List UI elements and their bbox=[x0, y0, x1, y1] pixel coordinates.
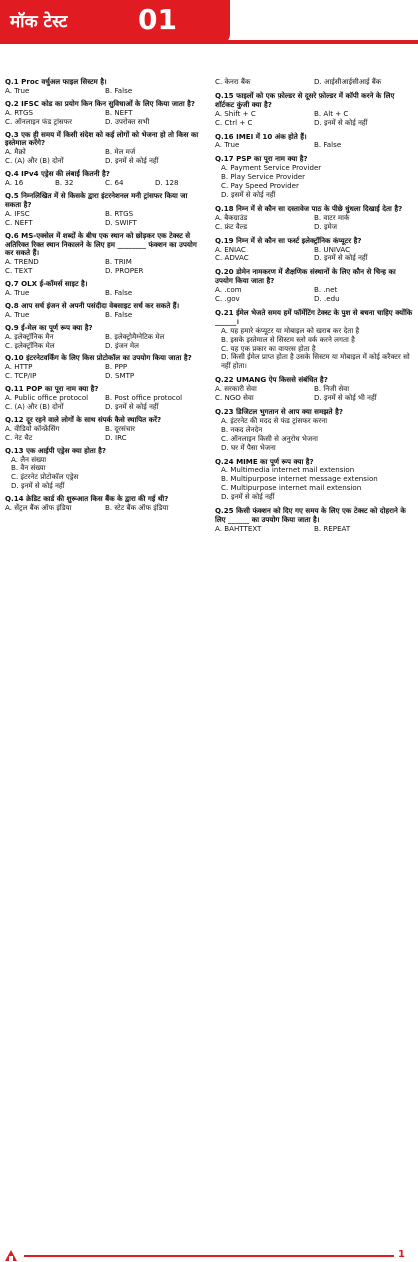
option-list bbox=[215, 164, 413, 200]
answer-option: A. True bbox=[5, 288, 30, 298]
answer-option: B. Alt + C bbox=[314, 108, 349, 118]
question-text: Q.2 IFSC कोड का प्रयोग किन किन सुविधाओं के लिए किया जाता है? bbox=[5, 98, 196, 108]
question-text: Q.18 निम्न में से कौन सा दस्तावेज पाठ के पीछे धुंधला दिखाई देता है? bbox=[215, 203, 403, 213]
answer-option: C. Multipurpose internet mail extension bbox=[221, 483, 362, 493]
question-block bbox=[5, 354, 205, 381]
question-text: Q.21 ईमेल भेजते समय हमें फॉर्मेटिंग टेक्स्ट के पुश से बचना चाहिए क्योंकि ______। bbox=[215, 307, 413, 326]
question-block bbox=[5, 280, 205, 298]
option-list bbox=[5, 333, 205, 351]
question-block bbox=[5, 170, 205, 188]
answer-option: D. इमेज bbox=[314, 221, 337, 231]
question-text: Q.4 IPv4 एड्रेस की लंबाई कितनी है? bbox=[5, 169, 110, 179]
answer-option: A. सेंट्रल बैंक ऑफ इंडिया bbox=[5, 503, 72, 513]
answer-option: D. इंजन मेल bbox=[105, 340, 139, 350]
answer-option: A. बैकग्राउंड bbox=[215, 212, 248, 222]
question-block bbox=[215, 78, 413, 87]
question-block bbox=[215, 205, 413, 232]
question-text: Q.19 निम्न में से कौन सा फर्स्ट इलेक्ट्रॉनिक कंप्यूटर है? bbox=[215, 235, 362, 245]
option-list bbox=[5, 311, 205, 320]
question-text: Q.12 दूर रहने वाले लोगों के साथ संपर्क कैसे स्थापित करें? bbox=[5, 414, 162, 424]
answer-option: A. True bbox=[5, 85, 30, 95]
option-list bbox=[5, 109, 205, 127]
page-title: मॉक टेस्ट bbox=[10, 12, 68, 32]
answer-option: A. .com bbox=[215, 285, 242, 295]
answer-option: C. TEXT bbox=[5, 266, 33, 276]
option-list bbox=[215, 246, 413, 264]
option-list bbox=[215, 466, 413, 502]
question-block bbox=[215, 408, 413, 453]
question-block bbox=[215, 458, 413, 503]
answer-option: B. Multipurpose internet message extension bbox=[221, 474, 378, 484]
question-text: Q.14 क्रेडिट कार्ड की शुरूआत किस बैंक के द्वारा की गई थी? bbox=[5, 494, 169, 504]
option-list bbox=[215, 141, 413, 150]
answer-option: B. वैन संख्या bbox=[11, 463, 46, 473]
answer-option: B. Post office protocol bbox=[105, 393, 183, 403]
answer-option: C. TCP/IP bbox=[5, 371, 37, 381]
question-text: Q.20 डोमेन नामकरण में शैक्षणिक संस्थानों के लिए कौन से चिन्ह का उपयोग किया जाता है? bbox=[215, 267, 396, 286]
page-footer bbox=[0, 624, 418, 1260]
answer-option: D. इनमें से कोई नहीं bbox=[105, 156, 159, 166]
question-text: Q.1 Proc वर्चुअल फाइल सिस्टम है। bbox=[5, 77, 107, 86]
question-block bbox=[5, 131, 205, 167]
option-list bbox=[215, 286, 413, 304]
question-text: Q.5 निम्नलिखित में से किसके द्वारा इंटरनेशनल मनी ट्रांसफर किया जा सकता है? bbox=[5, 190, 188, 209]
answer-option: D. इनमें से कोई नहीं bbox=[105, 402, 159, 411]
question-text: Q.23 डिजिटल भुगतान से आप क्या समझते है? bbox=[215, 407, 343, 416]
answer-option: B. .net bbox=[314, 285, 338, 295]
answer-option: D. आईसीआईसीआई बैंक bbox=[314, 77, 382, 86]
option-list bbox=[5, 363, 205, 381]
question-block bbox=[5, 447, 205, 492]
header-banner bbox=[0, 0, 418, 44]
answer-option: A. Multimedia internet mail extension bbox=[221, 465, 355, 475]
answer-option: A. सरकारी सेवा bbox=[215, 384, 257, 394]
answer-option: B. इलेक्ट्रोमैग्नेटिक मेल bbox=[105, 331, 165, 341]
question-block bbox=[215, 133, 413, 151]
answer-option: B. False bbox=[105, 309, 133, 319]
question-block bbox=[215, 376, 413, 403]
question-block bbox=[5, 385, 205, 412]
answer-option: C. .gov bbox=[215, 294, 240, 304]
option-list bbox=[5, 87, 205, 96]
question-block bbox=[215, 155, 413, 200]
answer-option: B. False bbox=[105, 85, 133, 95]
footer-divider bbox=[24, 1255, 394, 1257]
option-list bbox=[215, 327, 413, 372]
option-list bbox=[215, 214, 413, 232]
left-question-column bbox=[5, 78, 205, 517]
answer-option: A. 16 bbox=[5, 178, 24, 188]
answer-option: D. SWIFT bbox=[105, 217, 137, 227]
question-block bbox=[215, 309, 413, 371]
answer-option: B. दूरसंचार bbox=[105, 423, 136, 433]
answer-option: B. PPP bbox=[105, 362, 128, 372]
answer-option: A. वीडियो कॉन्फ्रेंसिंग bbox=[5, 423, 60, 433]
answer-option: A. ENIAC bbox=[215, 244, 246, 254]
question-text: Q.8 आप सर्च इंजन से अपनी पसंदीदा वेबसाइट सर्च कर सकते हैं। bbox=[5, 300, 180, 310]
answer-option: B. RTGS bbox=[105, 208, 134, 218]
question-block bbox=[5, 495, 205, 513]
question-block bbox=[215, 92, 413, 128]
answer-option: C. यह एक प्रकार का वायरस होता है bbox=[221, 343, 316, 353]
answer-option: C. (A) और (B) दोनों bbox=[5, 156, 64, 166]
question-text: Q.6 MS-एक्सेल में शब्दों के बीच एक स्थान को छोड़कर एक टेक्स्ट से अतिरिक्त रिक्त स्थान निकालने के लिए हम ________ फंक्शन का उपयोग कर सकते हैं। bbox=[5, 230, 197, 258]
question-block bbox=[5, 324, 205, 351]
option-list bbox=[215, 385, 413, 403]
answer-option: D. इनमें से कोई नहीं bbox=[11, 481, 65, 491]
option-list bbox=[5, 456, 205, 492]
answer-option: D. किसी ईमेल प्राप्त होता है उसके सिस्टम या मोबाइल में कोई करैक्टर सो नहीं होता। bbox=[221, 352, 410, 371]
question-text: Q.22 UMANG ऐप किससे संबंधित है? bbox=[215, 375, 328, 385]
answer-option: D. इनमें से कोई नहीं bbox=[314, 253, 368, 263]
answer-option: A. इंटरनेट की मदद से फंड ट्रांसफर करना bbox=[221, 415, 328, 425]
question-text: Q.13 एक आईपी एड्रेस क्या होता है? bbox=[5, 445, 107, 455]
option-list bbox=[215, 525, 413, 534]
answer-option: A. HTTP bbox=[5, 362, 33, 372]
question-block bbox=[5, 302, 205, 320]
right-question-column bbox=[215, 78, 413, 539]
answer-option: C. Ctrl + C bbox=[215, 117, 253, 127]
answer-option: B. मेल मर्ज bbox=[105, 147, 136, 157]
answer-option: A. Payment Service Provider bbox=[221, 163, 322, 173]
answer-option: C. केनरा बैंक bbox=[215, 77, 251, 86]
answer-option: A. BAHTTEXT bbox=[215, 523, 262, 533]
answer-option: A. Shift + C bbox=[215, 108, 256, 118]
answer-option: A. TREND bbox=[5, 257, 39, 267]
option-list bbox=[215, 110, 413, 128]
question-block bbox=[5, 232, 205, 277]
answer-option: D. उपरोक्त सभी bbox=[105, 116, 150, 126]
answer-option: C. इंटरनेट प्रोटोकॉल एड्रेस bbox=[11, 472, 79, 482]
page-number: 1 bbox=[398, 1249, 405, 1260]
answer-option: A. True bbox=[5, 309, 30, 319]
option-list bbox=[5, 425, 205, 443]
answer-option: C. ADVAC bbox=[215, 253, 249, 263]
option-list bbox=[5, 504, 205, 513]
answer-option: C. इलेक्ट्रॉनिक मेल bbox=[5, 340, 55, 350]
answer-option: C. NEFT bbox=[5, 217, 33, 227]
option-list bbox=[5, 179, 205, 188]
publisher-logo-icon bbox=[4, 1249, 18, 1262]
answer-option: D. SMTP bbox=[105, 371, 135, 381]
answer-option: B. Play Service Provider bbox=[221, 172, 306, 182]
answer-option: B. नकद लेनदेन bbox=[221, 424, 263, 434]
answer-option: B. REPEAT bbox=[314, 523, 351, 533]
option-list bbox=[5, 394, 205, 412]
answer-option: A. RTGS bbox=[5, 107, 33, 117]
answer-option: D. इनमें से कोई नहीं bbox=[221, 492, 275, 502]
answer-option: B. वाटर मार्क bbox=[314, 212, 350, 222]
question-text: Q.11 POP का पूरा नाम क्या है? bbox=[5, 384, 99, 394]
answer-option: C. ऑनलाइन किसी से अनुरोध भेजना bbox=[221, 433, 318, 443]
option-list bbox=[5, 289, 205, 298]
question-text: Q.17 PSP का पूरा नाम क्या है? bbox=[215, 154, 308, 164]
answer-option: C. ऑनलाइन फंड ट्रांसफर bbox=[5, 116, 73, 126]
question-block bbox=[5, 416, 205, 443]
question-text: Q.3 एक ही समय में किसी संदेश को कई लोगों को भेजना हो तो किस का इस्तेमाल करेंगे? bbox=[5, 129, 199, 148]
question-text: Q.15 फाइलों को एक फ़ोल्डर से दूसरे फ़ोल्डर में कॉपी करने के लिए शॉर्टकट कुंजी क्या है? bbox=[215, 90, 395, 109]
option-list bbox=[5, 148, 205, 166]
answer-option: B. False bbox=[314, 140, 342, 150]
answer-option: C. (A) और (B) दोनों bbox=[5, 402, 64, 411]
answer-option: A. मैक्रो bbox=[5, 147, 26, 157]
option-list bbox=[215, 78, 413, 87]
question-text: Q.24 MIME का पूर्ण रूप क्या है? bbox=[215, 456, 314, 466]
question-block bbox=[5, 78, 205, 96]
answer-option: A. यह हमारे कंप्यूटर या मोबाइल को खराब कर देता है bbox=[221, 325, 360, 335]
answer-option: D. IRC bbox=[105, 432, 127, 442]
option-list bbox=[5, 210, 205, 228]
answer-option: C. नेट चैट bbox=[5, 432, 33, 442]
answer-option: A. IFSC bbox=[5, 208, 30, 218]
answer-option: B. UNIVAC bbox=[314, 244, 351, 254]
answer-option: D. .edu bbox=[314, 294, 340, 304]
answer-option: B. 32 bbox=[55, 178, 74, 188]
question-block bbox=[5, 192, 205, 228]
answer-option: D. इनमें से कोई भी नहीं bbox=[314, 393, 377, 403]
option-list bbox=[5, 258, 205, 276]
question-block bbox=[215, 268, 413, 304]
question-text: Q.10 इंटरनेटवर्किंग के लिए किस प्रोटोकॉल का उपयोग किया जाता है? bbox=[5, 353, 192, 363]
answer-option: A. True bbox=[215, 140, 240, 150]
answer-option: D. इनमें से कोई नहीं bbox=[314, 117, 368, 127]
answer-option: B. TRIM bbox=[105, 257, 132, 267]
test-number: 01 bbox=[138, 3, 177, 36]
answer-option: B. इसके इस्तेमाल से सिस्टम स्लो वर्क करने लगता है bbox=[221, 334, 355, 344]
answer-option: D. घर में पैसा भेजना bbox=[221, 442, 276, 452]
answer-option: D. PROPER bbox=[105, 266, 144, 276]
option-list bbox=[215, 417, 413, 453]
answer-option: A. Public office protocol bbox=[5, 393, 89, 403]
question-text: Q.7 OLX ई-कॉमर्स साइट है। bbox=[5, 279, 88, 289]
answer-option: D. इसमें से कोई नहीं bbox=[221, 189, 276, 199]
answer-option: C. NGO सेवा bbox=[215, 393, 254, 403]
answer-option: B. False bbox=[105, 288, 133, 298]
answer-option: D. 128 bbox=[155, 178, 179, 188]
header-red-strip bbox=[0, 40, 418, 44]
answer-option: B. निजी सेवा bbox=[314, 384, 350, 394]
answer-option: C. Pay Speed Provider bbox=[221, 181, 299, 191]
question-text: Q.16 IMEI में 10 अंक होते हैं। bbox=[215, 131, 307, 141]
answer-option: A. इलेक्ट्रॉनिक मैन bbox=[5, 331, 54, 341]
question-text: Q.9 ई-मेल का पूर्ण रूप क्या है? bbox=[5, 322, 93, 332]
answer-option: A. लैन संख्या bbox=[11, 454, 47, 464]
question-text: Q.25 किसी फंक्शन को दिए गए समय के लिए एक टेक्स्ट को दोहराने के लिए ______ का उपयोग किया जाता है। bbox=[215, 506, 406, 524]
answer-option: C. फ्रंट वैल्ड bbox=[215, 221, 248, 231]
answer-option: B. NEFT bbox=[105, 107, 133, 117]
answer-option: B. स्टेट बैंक ऑफ इंडिया bbox=[105, 503, 169, 513]
question-block bbox=[215, 237, 413, 264]
question-block bbox=[215, 507, 413, 534]
question-block bbox=[5, 100, 205, 127]
answer-option: C. 64 bbox=[105, 178, 124, 188]
